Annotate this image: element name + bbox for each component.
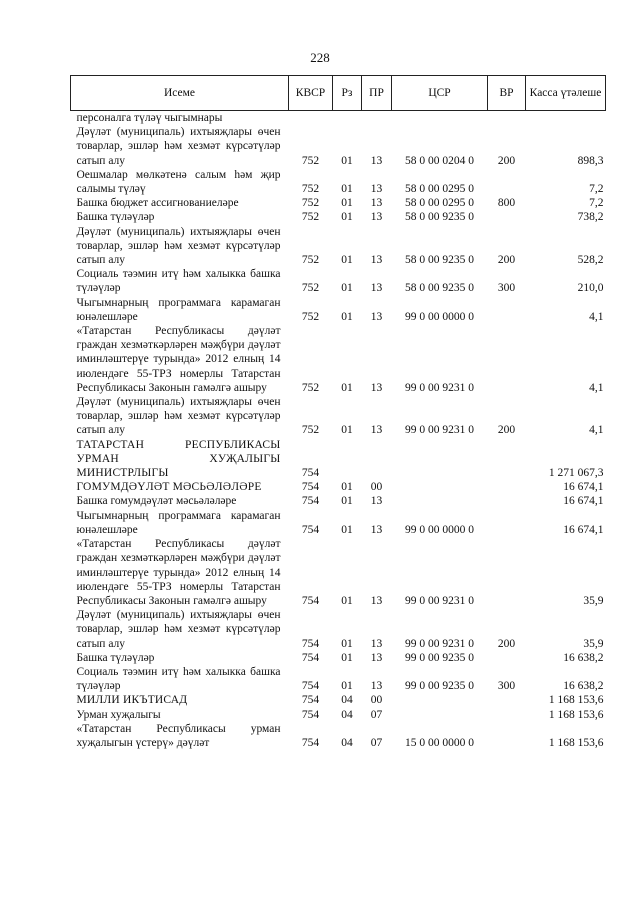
cell-pr: 13 xyxy=(370,197,383,210)
header-pr: ПР xyxy=(362,76,392,111)
cell-csr: 99 0 00 9231 0 xyxy=(405,424,474,437)
cell-kvsr: 752 xyxy=(301,310,320,323)
cell-kvsr: 754 xyxy=(301,594,320,607)
cell-rz: 01 xyxy=(341,424,353,437)
table-row xyxy=(71,395,606,438)
table-row xyxy=(71,608,606,651)
cell-kassa: 528,2 xyxy=(577,254,604,267)
cell-pr: 13 xyxy=(370,424,383,437)
cell-pr: 13 xyxy=(370,651,383,664)
cell-pr: 13 xyxy=(370,495,383,508)
cell-kvsr: 754 xyxy=(301,651,320,664)
cell-csr: 58 0 00 9235 0 xyxy=(405,211,474,224)
cell-pr: 13 xyxy=(370,154,383,167)
cell-csr: 99 0 00 9231 0 xyxy=(405,594,474,607)
cell-vr: 300 xyxy=(497,680,516,693)
cell-kvsr: 754 xyxy=(301,637,320,650)
cell-kassa: 35,9 xyxy=(583,637,604,650)
cell-kvsr: 752 xyxy=(301,154,320,167)
cell-pr: 13 xyxy=(370,680,383,693)
table-row xyxy=(71,267,606,295)
cell-name: МИЛЛИ ИКЪТИСАД xyxy=(76,694,188,707)
cell-kvsr: 752 xyxy=(301,197,320,210)
cell-name: Башка түләүләр xyxy=(76,651,155,664)
table-header xyxy=(71,76,606,111)
cell-rz: 01 xyxy=(341,637,353,650)
table-row xyxy=(71,225,606,268)
cell-kvsr: 754 xyxy=(301,495,320,508)
table-row xyxy=(71,111,606,126)
cell-name: Башка гомумдәүләт мәсьәләләре xyxy=(76,495,237,508)
cell-kvsr xyxy=(289,111,333,126)
cell-name: Урман хуҗалыгы xyxy=(76,708,161,721)
cell-pr: 07 xyxy=(370,736,383,749)
cell-csr: 58 0 00 9235 0 xyxy=(405,282,474,295)
cell-csr: 99 0 00 9231 0 xyxy=(405,637,474,650)
cell-kassa: 16 674,1 xyxy=(563,523,604,536)
cell-pr: 07 xyxy=(370,708,383,721)
cell-vr xyxy=(488,324,526,395)
cell-pr: 00 xyxy=(370,694,383,707)
header-rz: Рз xyxy=(333,76,362,111)
cell-name: Дәүләт (муниципаль) ихтыяҗлары өчен товарлар, эшләр һәм хезмәт күрсәтүләр сатып алу xyxy=(76,609,281,650)
cell-pr: 13 xyxy=(370,254,383,267)
table-row xyxy=(71,509,606,537)
cell-pr xyxy=(362,111,392,126)
header-kassa: Касса үтәлеше xyxy=(526,76,606,111)
cell-kassa: 898,3 xyxy=(577,154,604,167)
cell-kassa: 16 638,2 xyxy=(563,651,604,664)
cell-csr: 58 0 00 9235 0 xyxy=(405,254,474,267)
cell-name: Оешмалар мөлкәтенә салым һәм җир салымы түләү xyxy=(76,168,281,196)
cell-name: Башка түләүләр xyxy=(76,211,155,224)
cell-rz: 01 xyxy=(341,282,353,295)
cell-csr xyxy=(392,708,488,722)
cell-kvsr: 752 xyxy=(301,282,320,295)
cell-vr xyxy=(488,296,526,324)
cell-csr xyxy=(392,494,488,508)
cell-vr: 200 xyxy=(497,154,516,167)
cell-rz: 01 xyxy=(341,594,353,607)
cell-csr: 99 0 00 9235 0 xyxy=(405,651,474,664)
cell-kvsr: 754 xyxy=(301,467,320,480)
cell-rz: 01 xyxy=(341,680,353,693)
cell-kassa: 16 638,2 xyxy=(563,680,604,693)
cell-kassa: 35,9 xyxy=(583,594,604,607)
cell-csr: 99 0 00 0000 0 xyxy=(405,523,474,536)
table-body xyxy=(71,111,606,751)
cell-vr xyxy=(488,537,526,608)
header-kvsr: КВСР xyxy=(289,76,333,111)
cell-pr: 13 xyxy=(370,381,383,394)
table-row xyxy=(71,651,606,665)
cell-csr: 99 0 00 0000 0 xyxy=(405,310,474,323)
cell-kassa: 4,1 xyxy=(589,381,604,394)
cell-vr xyxy=(488,722,526,750)
cell-pr: 13 xyxy=(370,594,383,607)
cell-vr xyxy=(488,111,526,126)
cell-vr: 800 xyxy=(497,197,516,210)
cell-name: Башка бюджет ассигнованиеләре xyxy=(76,197,239,210)
table-row xyxy=(71,494,606,508)
cell-csr xyxy=(392,111,488,126)
cell-vr: 200 xyxy=(497,637,516,650)
cell-rz: 01 xyxy=(341,651,353,664)
cell-name: «Татарстан Республикасы дәүләт граждан хезмәткәрләрен мәҗбүри дәүләт иминләштерүе турында» 2012 елның 14 июлендәге 55-ТРЗ номерлы Татарстан Республикасы Законын гамәлгә ашыру xyxy=(76,538,281,607)
cell-kvsr: 754 xyxy=(301,523,320,536)
cell-rz: 01 xyxy=(341,523,353,536)
cell-rz: 01 xyxy=(341,481,353,494)
table-row xyxy=(71,708,606,722)
cell-kassa: 1 271 067,3 xyxy=(548,467,604,480)
cell-name: Чыгымнарның программага карамаган юнәлешләре xyxy=(76,296,281,323)
cell-rz: 04 xyxy=(341,694,353,707)
table-row xyxy=(71,196,606,210)
cell-kassa: 1 168 153,6 xyxy=(548,708,604,721)
cell-kassa: 4,1 xyxy=(589,310,604,323)
header-vr: ВР xyxy=(488,76,526,111)
cell-csr: 58 0 00 0295 0 xyxy=(405,183,474,196)
cell-rz: 01 xyxy=(341,154,353,167)
cell-vr xyxy=(488,480,526,494)
cell-name: «Татарстан Республикасы дәүләт граждан хезмәткәрләрен мәҗбүри дәүләт иминләштерүе турында» 2012 елның 14 июлендәге 55-ТРЗ номерлы Татарстан Республикасы Законын гамәлгә ашыру xyxy=(76,325,281,394)
table-row xyxy=(71,480,606,494)
cell-kassa: 1 168 153,6 xyxy=(548,736,604,749)
cell-kvsr: 752 xyxy=(301,424,320,437)
cell-kassa xyxy=(526,111,606,126)
cell-csr: 15 0 00 0000 0 xyxy=(405,736,474,749)
cell-kvsr: 752 xyxy=(301,183,320,196)
table-row xyxy=(71,168,606,196)
header-csr: ЦСР xyxy=(392,76,488,111)
cell-pr: 13 xyxy=(370,310,383,323)
cell-pr: 13 xyxy=(370,211,383,224)
cell-kvsr: 752 xyxy=(301,254,320,267)
table-row xyxy=(71,665,606,693)
cell-vr xyxy=(488,168,526,196)
budget-table xyxy=(70,75,606,750)
cell-vr xyxy=(488,509,526,537)
cell-kassa: 7,2 xyxy=(589,183,604,196)
cell-rz: 01 xyxy=(341,183,353,196)
cell-vr: 200 xyxy=(497,424,516,437)
cell-rz: 01 xyxy=(341,381,353,394)
table-row xyxy=(71,125,606,168)
cell-kassa: 7,2 xyxy=(589,197,604,210)
cell-kassa: 16 674,1 xyxy=(563,481,604,494)
table-row xyxy=(71,438,606,481)
cell-kassa: 738,2 xyxy=(577,211,604,224)
cell-kvsr: 754 xyxy=(301,694,320,707)
header-name: Исеме xyxy=(71,76,289,111)
cell-rz: 01 xyxy=(341,211,353,224)
table-row xyxy=(71,210,606,224)
cell-csr: 58 0 00 0204 0 xyxy=(405,154,474,167)
cell-vr xyxy=(488,438,526,481)
cell-rz: 01 xyxy=(341,310,353,323)
cell-kvsr: 754 xyxy=(301,736,320,749)
cell-pr xyxy=(362,438,392,481)
cell-kassa: 4,1 xyxy=(589,424,604,437)
cell-name: Социаль тәэмин итү һәм халыкка башка түләүләр xyxy=(76,268,281,295)
cell-csr: 99 0 00 9231 0 xyxy=(405,381,474,394)
cell-pr: 13 xyxy=(370,183,383,196)
cell-rz xyxy=(333,438,362,481)
cell-kassa: 210,0 xyxy=(577,282,604,295)
cell-kassa: 16 674,1 xyxy=(563,495,604,508)
table-row xyxy=(71,296,606,324)
header-row xyxy=(71,76,606,111)
cell-vr: 300 xyxy=(497,282,516,295)
cell-name: Дәүләт (муниципаль) ихтыяҗлары өчен товарлар, эшләр һәм хезмәт күрсәтүләр сатып алу xyxy=(76,126,281,167)
cell-vr: 200 xyxy=(497,254,516,267)
cell-kvsr: 754 xyxy=(301,680,320,693)
table-row xyxy=(71,537,606,608)
cell-kassa: 1 168 153,6 xyxy=(548,694,604,707)
cell-vr xyxy=(488,494,526,508)
cell-pr: 13 xyxy=(370,523,383,536)
cell-name: Дәүләт (муниципаль) ихтыяҗлары өчен товарлар, эшләр һәм хезмәт күрсәтүләр сатып алу xyxy=(76,396,281,437)
cell-csr: 58 0 00 0295 0 xyxy=(405,197,474,210)
cell-pr: 00 xyxy=(370,481,383,494)
cell-vr xyxy=(488,210,526,224)
cell-name: ГОМУМДӘҮЛӘТ МӘСЬӘЛӘЛӘРЕ xyxy=(76,481,262,494)
cell-vr xyxy=(488,708,526,722)
cell-rz: 01 xyxy=(341,254,353,267)
cell-csr: 99 0 00 9235 0 xyxy=(405,680,474,693)
cell-rz: 04 xyxy=(341,708,353,721)
cell-csr xyxy=(392,693,488,707)
cell-pr: 13 xyxy=(370,282,383,295)
cell-name: Социаль тәэмин итү һәм халыкка башка түләүләр xyxy=(76,665,281,693)
cell-rz: 01 xyxy=(341,197,353,210)
cell-name: персоналга түләү чыгымнары xyxy=(76,112,223,124)
page-number: 228 xyxy=(310,50,330,65)
cell-rz: 04 xyxy=(341,736,353,749)
cell-vr xyxy=(488,693,526,707)
cell-rz xyxy=(333,111,362,126)
cell-pr: 13 xyxy=(370,637,383,650)
cell-name: Чыгымнарның программага карамаган юнәлешләре xyxy=(76,509,281,536)
cell-name: «Татарстан Республикасы урман хуҗалыгын үстерү» дәүләт xyxy=(76,722,281,749)
table-row xyxy=(71,722,606,750)
cell-csr xyxy=(392,480,488,494)
cell-name: Дәүләт (муниципаль) ихтыяҗлары өчен товарлар, эшләр һәм хезмәт күрсәтүләр сатып алу xyxy=(76,225,281,267)
cell-vr xyxy=(488,651,526,665)
cell-csr xyxy=(392,438,488,481)
table-row xyxy=(71,324,606,395)
table-row xyxy=(71,693,606,707)
cell-kvsr: 752 xyxy=(301,211,320,224)
cell-kvsr: 754 xyxy=(301,708,320,721)
cell-kvsr: 752 xyxy=(301,381,320,394)
cell-kvsr: 754 xyxy=(301,481,320,494)
cell-rz: 01 xyxy=(341,495,353,508)
cell-name: ТАТАРСТАН РЕСПУБЛИКАСЫ УРМАН ХУҖАЛЫГЫ МИНИСТРЛЫГЫ xyxy=(76,438,281,480)
